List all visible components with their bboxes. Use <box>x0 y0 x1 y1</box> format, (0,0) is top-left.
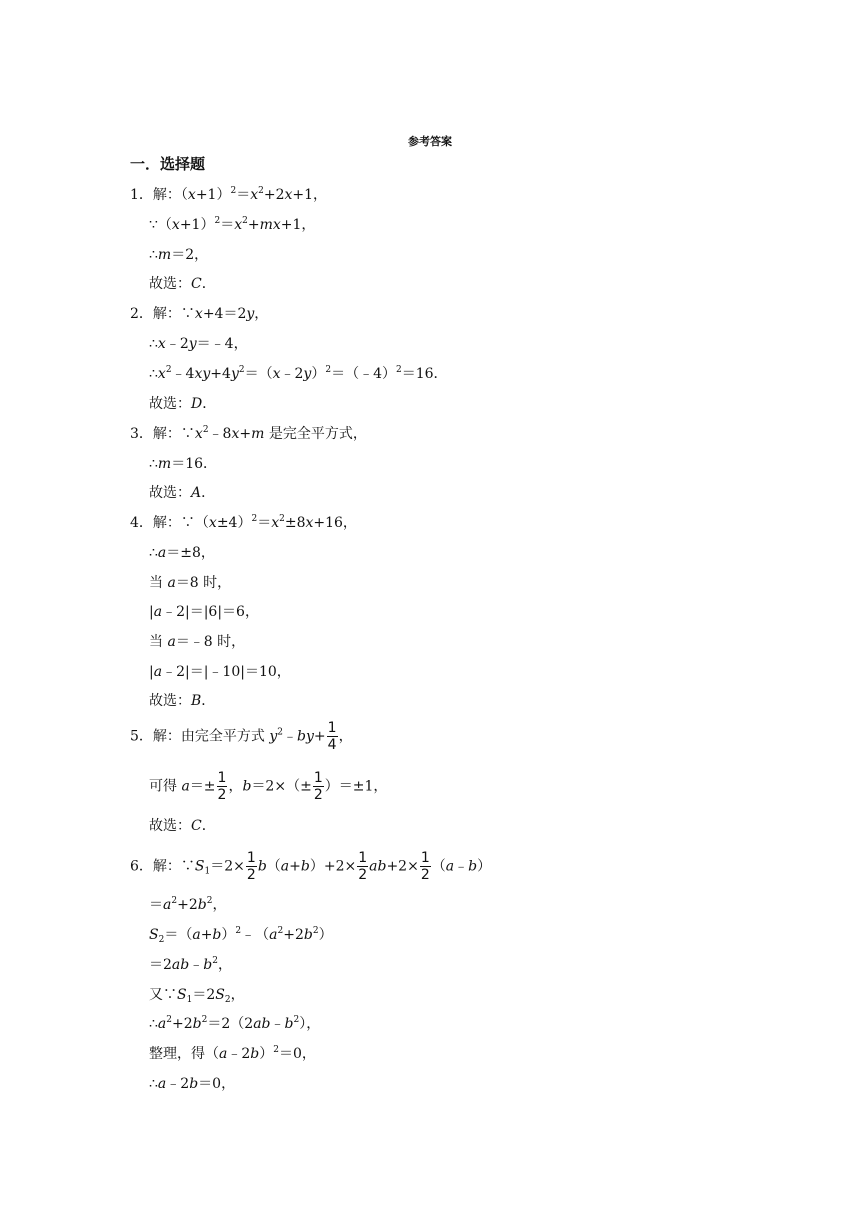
text: ， <box>338 728 353 745</box>
text: ＝8 时， <box>175 575 232 591</box>
denominator: 2 <box>358 867 368 883</box>
var: x <box>271 515 280 531</box>
var: b <box>250 1046 260 1062</box>
answer-choice: C <box>191 276 202 292</box>
numerator: 1 <box>420 850 430 866</box>
text: ﹣2|＝|6|＝6， <box>162 604 259 620</box>
text: ﹣ <box>454 858 469 875</box>
q1-line-2 <box>149 216 315 234</box>
q6-line-5 <box>149 986 245 1004</box>
text: 可得 <box>149 778 182 795</box>
denominator: 2 <box>420 867 430 883</box>
var: a <box>157 1016 167 1032</box>
q3-line-1 <box>130 425 367 443</box>
text: ． <box>201 818 216 834</box>
text: ∴ <box>149 456 158 472</box>
q6-line-2 <box>149 896 226 914</box>
var: x <box>194 426 203 442</box>
denominator: 2 <box>246 867 256 883</box>
q4-number: 4． <box>130 515 153 531</box>
text: ． <box>202 396 217 412</box>
q2-line-3 <box>149 365 448 383</box>
section-heading: 一．选择题 <box>130 155 206 173</box>
denominator: 4 <box>327 737 337 753</box>
q5-line-1 <box>130 720 353 753</box>
text: + <box>200 927 213 943</box>
exp: 2 <box>251 514 258 524</box>
fraction <box>246 850 257 883</box>
text: ＝ <box>257 515 272 531</box>
text: ）， <box>299 1016 321 1032</box>
var: ab <box>369 858 387 875</box>
q2-line-1 <box>130 305 268 323</box>
var: b <box>257 858 267 875</box>
denominator: 2 <box>217 787 227 803</box>
var: a <box>167 634 176 650</box>
q1-answer <box>149 275 216 293</box>
text: 解：∵ <box>152 858 195 875</box>
text: ∴ <box>149 545 158 561</box>
var: x <box>231 426 240 442</box>
text: ﹣ <box>270 1016 285 1032</box>
text: ＝﹣8 时， <box>175 634 246 650</box>
text: ﹣2 <box>227 1046 251 1062</box>
exp: 2 <box>258 186 264 196</box>
text: ， <box>217 957 232 973</box>
text: +4＝2 <box>202 306 247 322</box>
var: y <box>269 728 278 745</box>
text: ﹣ <box>283 728 298 745</box>
text: ±8 <box>284 515 306 531</box>
text: ＝2 <box>192 987 216 1003</box>
text: + <box>247 217 260 233</box>
text: ＝2， <box>171 247 209 263</box>
var: S <box>149 927 159 943</box>
exp: 2 <box>201 1015 208 1025</box>
text: ） <box>318 927 333 943</box>
text: ， <box>230 987 245 1003</box>
q4-answer <box>149 692 215 710</box>
var: a <box>157 1076 167 1092</box>
fraction <box>420 850 431 883</box>
exp: 2 <box>235 926 242 936</box>
text: ＝±8， <box>166 545 215 561</box>
q6-line-3 <box>149 926 333 944</box>
q2-number: 2． <box>130 306 153 322</box>
var: a <box>167 575 176 591</box>
text: ＝2×（± <box>251 778 312 795</box>
text: 故选： <box>149 396 191 412</box>
text: ＝2（2 <box>207 1016 254 1032</box>
text: 是完全平方式， <box>264 426 367 442</box>
var: ab <box>253 1016 271 1032</box>
q2-line-2 <box>149 335 248 353</box>
var: by <box>297 728 314 745</box>
text: ﹣8 <box>208 426 232 442</box>
text: ∴ <box>149 1076 158 1092</box>
text: ＝ <box>149 897 163 913</box>
q6-line-7 <box>149 1045 316 1063</box>
text: +4 <box>210 366 231 382</box>
text: | <box>149 604 154 620</box>
text: +16， <box>313 515 357 531</box>
text: ∴ <box>149 1016 158 1032</box>
var: a <box>157 545 167 561</box>
text: ． <box>201 276 216 292</box>
text: 故选： <box>149 276 191 292</box>
var: y <box>246 306 255 322</box>
fraction <box>217 770 228 803</box>
text: 又∵ <box>149 987 177 1003</box>
var: x <box>284 187 293 203</box>
text: ＝0， <box>198 1076 236 1092</box>
q3-answer <box>149 484 215 502</box>
q6-line-6 <box>149 1015 320 1033</box>
var: b <box>242 778 252 795</box>
var: a <box>445 858 455 875</box>
q4-line-2 <box>149 544 215 562</box>
text: 解：由完全平方式 <box>152 728 270 745</box>
var: x <box>234 217 243 233</box>
text: ． <box>201 485 216 501</box>
q4-line-4 <box>149 603 259 621</box>
exp: 2 <box>166 1015 173 1025</box>
text: 解：∵（ <box>152 515 209 531</box>
q5-number: 5． <box>130 728 153 745</box>
var: mx <box>259 217 281 233</box>
subscript: 1 <box>186 995 193 1005</box>
var: b <box>203 957 213 973</box>
var: y <box>303 366 312 382</box>
text: ＝2× <box>210 858 245 875</box>
var: a <box>192 927 201 943</box>
text: ∵（ <box>149 217 172 233</box>
fraction <box>327 720 338 753</box>
q6-line-4 <box>149 956 232 974</box>
fraction <box>313 770 324 803</box>
text: ） <box>477 858 492 875</box>
text: +1， <box>280 217 316 233</box>
text: +2 <box>283 927 304 943</box>
exp: 2 <box>312 926 319 936</box>
text: ∴ <box>149 247 158 263</box>
exp: 2 <box>206 896 213 906</box>
q4-line-3 <box>149 574 231 592</box>
text: +1） <box>195 187 231 203</box>
numerator: 1 <box>313 770 323 786</box>
text: ， <box>212 897 227 913</box>
q2-answer <box>149 395 216 413</box>
var: x <box>157 366 166 382</box>
text: ） <box>221 927 236 943</box>
var: m <box>251 426 265 442</box>
text: ） <box>259 1046 274 1062</box>
answer-choice: B <box>191 693 202 709</box>
numerator: 1 <box>246 850 256 866</box>
subscript: 2 <box>158 935 165 945</box>
text: + <box>313 728 326 745</box>
text: +2 <box>172 1016 193 1032</box>
text: ）＝±1， <box>324 778 388 795</box>
exp: 2 <box>165 365 172 375</box>
numerator: 1 <box>217 770 227 786</box>
text: （ <box>266 858 281 875</box>
exp: 2 <box>279 514 285 524</box>
var: S <box>215 987 225 1003</box>
numerator: 1 <box>358 850 368 866</box>
var: y <box>230 366 239 382</box>
text: ， <box>228 778 243 795</box>
denominator: 2 <box>313 787 323 803</box>
text: ＝± <box>189 778 216 795</box>
answer-choice: D <box>191 396 203 412</box>
var: S <box>194 858 205 875</box>
text: ＝0， <box>278 1046 316 1062</box>
q1-line-3 <box>149 246 208 264</box>
var: ab <box>171 957 190 973</box>
var: y <box>188 336 197 352</box>
var: b <box>284 1016 294 1032</box>
var: a <box>163 897 172 913</box>
text: ， <box>254 306 269 322</box>
var: x <box>187 187 196 203</box>
var: a <box>219 1046 228 1062</box>
text: ． <box>201 693 216 709</box>
text: 当 <box>149 575 168 591</box>
answer-choice: C <box>191 818 202 834</box>
text: ＝ <box>220 217 235 233</box>
text: ＝﹣4， <box>196 336 248 352</box>
q1-line-1 <box>130 186 327 204</box>
q4-line-1 <box>130 514 357 532</box>
var: xy <box>194 366 211 382</box>
text: ＝（﹣4） <box>331 366 396 382</box>
text: 解：∵ <box>152 306 195 322</box>
fraction <box>357 850 368 883</box>
text: + <box>289 858 301 875</box>
text: +1） <box>179 217 215 233</box>
q6-line-1 <box>130 850 491 883</box>
text: ∴ <box>149 366 158 382</box>
exp: 2 <box>293 1015 300 1025</box>
page-title: 参考答案 <box>408 135 452 148</box>
text: ）+2× <box>309 858 357 875</box>
exp: 2 <box>214 216 221 226</box>
var: m <box>157 247 172 263</box>
text: ±4） <box>216 515 252 531</box>
q3-number: 3． <box>130 426 153 442</box>
text: ＝ <box>236 187 251 203</box>
q5-answer <box>149 817 216 835</box>
text: ﹣2|＝|﹣10|＝10， <box>162 664 291 680</box>
text: 当 <box>149 634 168 650</box>
text: ＝（ <box>244 366 273 382</box>
subscript: 1 <box>204 866 211 877</box>
text: ＝16． <box>401 366 448 382</box>
text: | <box>149 664 154 680</box>
var: b <box>197 897 207 913</box>
text: +2 <box>263 187 285 203</box>
exp: 2 <box>212 956 218 966</box>
var: a <box>153 604 163 620</box>
text: （ <box>431 858 446 875</box>
text: 解：（ <box>152 187 188 203</box>
text: ﹣2 <box>166 1076 190 1092</box>
exp: 2 <box>230 186 237 196</box>
var: b <box>303 927 313 943</box>
text: +1， <box>292 187 328 203</box>
text: ﹣2 <box>280 366 304 382</box>
text: 故选： <box>149 693 191 709</box>
exp: 2 <box>277 926 284 936</box>
q1-number: 1． <box>130 187 153 203</box>
exp: 2 <box>242 216 248 226</box>
text: 解：∵ <box>152 426 195 442</box>
q3-line-2 <box>149 455 217 473</box>
subscript: 2 <box>224 995 231 1005</box>
exp: 2 <box>238 365 245 375</box>
var: x <box>272 366 281 382</box>
q6-number: 6． <box>130 858 153 875</box>
q4-line-5 <box>149 633 245 651</box>
text: +2 <box>177 897 198 913</box>
numerator: 1 <box>327 720 337 736</box>
text: ＝16． <box>171 456 218 472</box>
var: x <box>305 515 314 531</box>
exp: 2 <box>202 425 209 435</box>
text: 故选： <box>149 485 191 501</box>
exp: 2 <box>325 365 332 375</box>
text: 故选： <box>149 818 191 834</box>
var: x <box>157 336 166 352</box>
text: +2× <box>386 858 419 875</box>
var: b <box>212 927 222 943</box>
text: ＝（ <box>164 927 193 943</box>
var: b <box>192 1016 202 1032</box>
q5-line-2 <box>149 770 387 803</box>
var: b <box>300 858 310 875</box>
var: b <box>468 858 478 875</box>
answer-choice: A <box>191 485 202 501</box>
exp: 2 <box>277 727 284 738</box>
var: a <box>280 858 290 875</box>
exp: 2 <box>396 365 402 375</box>
exp: 2 <box>273 1045 279 1055</box>
var: x <box>250 187 259 203</box>
var: b <box>189 1076 199 1092</box>
text: ﹣4 <box>171 366 195 382</box>
var: S <box>177 987 187 1003</box>
text: ＝2 <box>149 957 172 973</box>
text: ﹣（ <box>241 927 270 943</box>
var: a <box>153 664 163 680</box>
text: ∴ <box>149 336 158 352</box>
text: ） <box>311 366 326 382</box>
exp: 2 <box>171 896 178 906</box>
text: ﹣2 <box>165 336 189 352</box>
text: + <box>239 426 252 442</box>
var: a <box>181 778 190 795</box>
text: ﹣ <box>189 957 204 973</box>
var: x <box>194 306 203 322</box>
q6-line-8 <box>149 1075 235 1093</box>
text: 整理，得（ <box>149 1046 219 1062</box>
q4-line-6 <box>149 663 291 681</box>
var: a <box>269 927 278 943</box>
var: m <box>157 456 172 472</box>
var: x <box>171 217 180 233</box>
var: x <box>208 515 217 531</box>
